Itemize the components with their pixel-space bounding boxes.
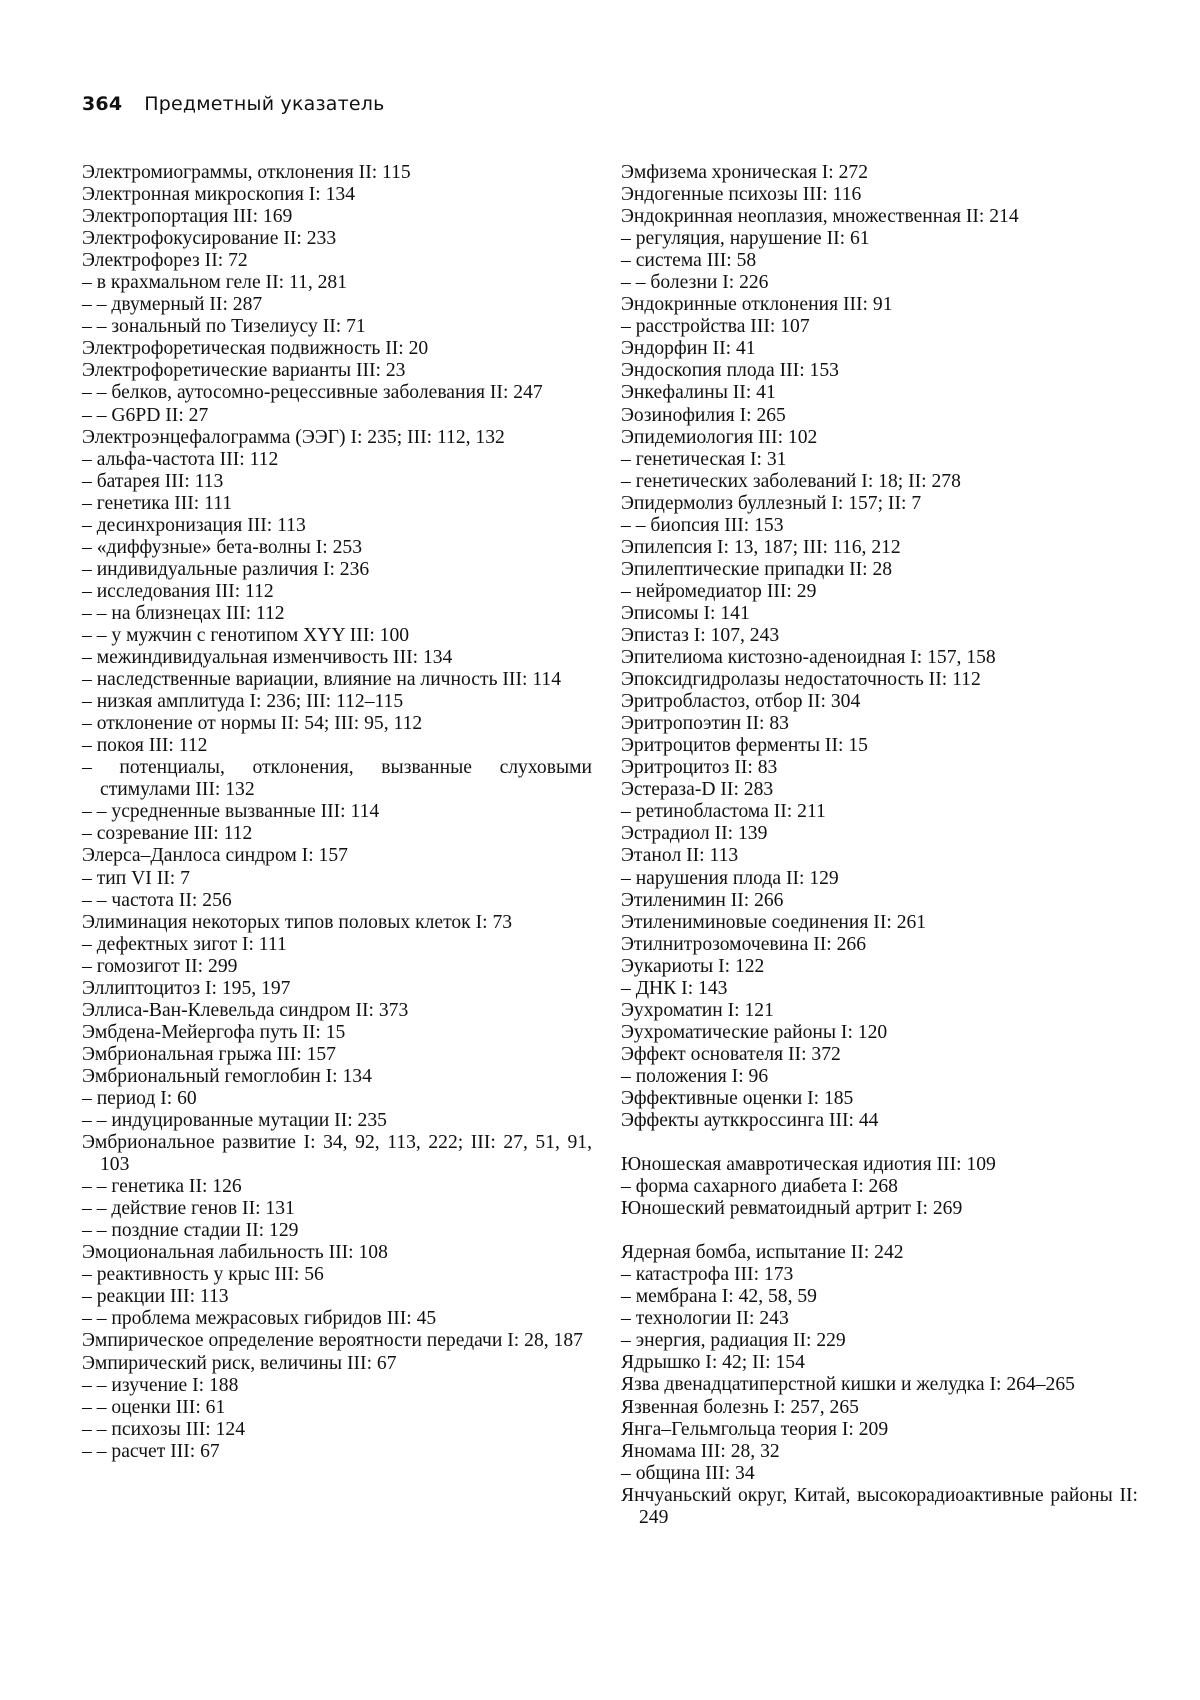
index-entry: – – частота II: 256 bbox=[82, 889, 232, 911]
index-entry: – – болезни I: 226 bbox=[621, 272, 769, 294]
index-entry: Эффекты аутккроссинга III: 44 bbox=[621, 1110, 879, 1132]
index-entry: Юношеский ревматоидный артрит I: 269 bbox=[621, 1198, 963, 1220]
index-entry: – регуляция, нарушение II: 61 bbox=[621, 228, 870, 250]
index-entry: – батарея III: 113 bbox=[82, 470, 224, 492]
index-entry: Эмбриональная грыжа III: 157 bbox=[82, 1043, 336, 1065]
index-entry: Эпоксидгидролазы недостаточность II: 112 bbox=[621, 669, 981, 691]
index-entry: – ДНК I: 143 bbox=[621, 977, 728, 999]
index-entry: Яномама III: 28, 32 bbox=[621, 1440, 780, 1462]
index-entry: Электрофорез II: 72 bbox=[82, 250, 248, 272]
section-gap bbox=[621, 1132, 1138, 1154]
page-number: 364 bbox=[82, 93, 123, 115]
index-entry: Эухроматические районы I: 120 bbox=[621, 1021, 888, 1043]
index-entry: – – усредненные вызванные III: 114 bbox=[82, 801, 380, 823]
index-entry: – реактивность у крыс III: 56 bbox=[82, 1264, 324, 1286]
index-entry: Ядерная бомба, испытание II: 242 bbox=[621, 1242, 904, 1264]
index-entry: – – расчет III: 67 bbox=[82, 1440, 220, 1462]
index-entry: Эритробластоз, отбор II: 304 bbox=[621, 691, 861, 713]
index-entry: Эозинофилия I: 265 bbox=[621, 404, 786, 426]
index-entry: – период I: 60 bbox=[82, 1087, 197, 1109]
index-entry: – – проблема межрасовых гибридов III: 45 bbox=[82, 1308, 437, 1330]
index-entry: Электромиограммы, отклонения II: 115 bbox=[82, 162, 411, 183]
running-header bbox=[82, 93, 385, 115]
index-entry: – созревание III: 112 bbox=[82, 823, 253, 845]
index-entry: – покоя III: 112 bbox=[82, 735, 208, 757]
index-entry: Ядрышко I: 42; II: 154 bbox=[621, 1352, 805, 1374]
index-entry: Эритроцитоз II: 83 bbox=[621, 757, 778, 779]
index-entry: – межиндивидуальная изменчивость III: 134 bbox=[82, 647, 453, 669]
index-entry: – генетических заболеваний I: 18; II: 278 bbox=[621, 470, 961, 492]
index-entry: Элерса–Данлоса синдром I: 157 bbox=[82, 845, 348, 867]
index-entry: Янга–Гельмгольца теория I: 209 bbox=[621, 1418, 889, 1440]
index-entry: Эстераза-D II: 283 bbox=[621, 779, 774, 801]
index-entry: – – изучение I: 188 bbox=[82, 1374, 239, 1396]
index-entry: – мембрана I: 42, 58, 59 bbox=[621, 1286, 817, 1308]
index-entry: Эстрадиол II: 139 bbox=[621, 823, 768, 845]
index-entry: – форма сахарного диабета I: 268 bbox=[621, 1176, 898, 1198]
index-entry: Этанол II: 113 bbox=[621, 845, 739, 867]
index-entry: Эффект основателя II: 372 bbox=[621, 1043, 841, 1065]
index-column-left bbox=[82, 162, 592, 1463]
index-entry: Эпителиома кистозно-аденоидная I: 157, 158 bbox=[621, 647, 996, 669]
index-entry: – система III: 58 bbox=[621, 250, 757, 272]
index-entry: Электрофокусирование II: 233 bbox=[82, 228, 337, 250]
index-entry: Эндокринные отклонения III: 91 bbox=[621, 294, 893, 316]
index-entry: Язвенная болезнь I: 257, 265 bbox=[621, 1396, 859, 1418]
index-entry: – – психозы III: 124 bbox=[82, 1418, 246, 1440]
index-entry: Эписомы I: 141 bbox=[621, 602, 750, 624]
index-entry: Электрофоретическая подвижность II: 20 bbox=[82, 338, 429, 360]
index-entry: Эпилептические припадки II: 28 bbox=[621, 558, 893, 580]
index-entry: Эндоскопия плода III: 153 bbox=[621, 360, 839, 382]
index-entry: Электропортация III: 169 bbox=[82, 206, 293, 228]
index-entry: Эпидемиология III: 102 bbox=[621, 426, 818, 448]
index-entry: Эллиса-Ван-Клевельда синдром II: 373 bbox=[82, 999, 409, 1021]
index-entry: – реакции III: 113 bbox=[82, 1286, 229, 1308]
index-entry: Эухроматин I: 121 bbox=[621, 999, 774, 1021]
index-entry: Эндокринная неоплазия, множественная II: 214 bbox=[621, 206, 1019, 228]
index-entry: – потенциалы, отклонения, вызванные слуховыми стимулами III: 132 bbox=[82, 757, 592, 801]
index-entry: Эритроцитов ферменты II: 15 bbox=[621, 735, 868, 757]
index-entry: – генетическая I: 31 bbox=[621, 448, 787, 470]
index-entry: – катастрофа III: 173 bbox=[621, 1264, 794, 1286]
index-entry: – – у мужчин с генотипом XYY III: 100 bbox=[82, 624, 410, 646]
index-entry: – положения I: 96 bbox=[621, 1065, 769, 1087]
index-entry: – – на близнецах III: 112 bbox=[82, 602, 285, 624]
index-column-right bbox=[621, 162, 1138, 1529]
index-entry: Эпилепсия I: 13, 187; III: 116, 212 bbox=[621, 536, 901, 558]
index-entry: – отклонение от нормы II: 54; III: 95, 112 bbox=[82, 713, 423, 735]
index-entry: Этиленимин II: 266 bbox=[621, 889, 784, 911]
index-entry: – дефектных зигот I: 111 bbox=[82, 933, 287, 955]
index-entry: – – оценки III: 61 bbox=[82, 1396, 226, 1418]
index-entry: Эмбриональный гемоглобин I: 134 bbox=[82, 1065, 372, 1087]
index-entry: – – действие генов II: 131 bbox=[82, 1198, 295, 1220]
index-entry: Эпидермолиз буллезный I: 157; II: 7 bbox=[621, 492, 922, 514]
section-gap bbox=[621, 1220, 1138, 1242]
index-entry: Язва двенадцатиперстной кишки и желудка I: 264–265 bbox=[621, 1374, 1075, 1396]
index-entry: – технологии II: 243 bbox=[621, 1308, 789, 1330]
index-entry: – – генетика II: 126 bbox=[82, 1176, 242, 1198]
index-entry: – расстройства III: 107 bbox=[621, 316, 810, 338]
index-entry: – генетика III: 111 bbox=[82, 492, 233, 514]
index-entry: – – поздние стадии II: 129 bbox=[82, 1220, 299, 1242]
index-entry: – индивидуальные различия I: 236 bbox=[82, 558, 370, 580]
index-entry: Электрофоретические варианты III: 23 bbox=[82, 360, 406, 382]
index-entry: Эндорфин II: 41 bbox=[621, 338, 756, 360]
index-entry: Электроэнцефалограмма (ЭЭГ) I: 235; III: 112, 132 bbox=[82, 426, 505, 448]
index-entry: Этилнитрозомочевина II: 266 bbox=[621, 933, 867, 955]
index-entry: – исследования III: 112 bbox=[82, 580, 274, 602]
index-entry: – тип VI II: 7 bbox=[82, 867, 190, 889]
index-entry: Юношеская амавротическая идиотия III: 109 bbox=[621, 1154, 996, 1176]
index-entry: – – зональный по Тизелиусу II: 71 bbox=[82, 316, 366, 338]
index-entry: – – двумерный II: 287 bbox=[82, 294, 263, 316]
index-entry: Эффективные оценки I: 185 bbox=[621, 1087, 854, 1109]
index-entry: – наследственные вариации, влияние на личность III: 114 bbox=[82, 669, 561, 691]
index-entry: Эллиптоцитоз I: 195, 197 bbox=[82, 977, 291, 999]
index-entry: Элиминация некоторых типов половых клеток I: 73 bbox=[82, 911, 513, 933]
index-entry: Эмпирический риск, величины III: 67 bbox=[82, 1352, 397, 1374]
page-title: Предметный указатель bbox=[144, 93, 385, 115]
index-entry: – энергия, радиация II: 229 bbox=[621, 1330, 846, 1352]
index-entry: – низкая амплитуда I: 236; III: 112–115 bbox=[82, 691, 404, 713]
index-entry: – – индуцированные мутации II: 235 bbox=[82, 1110, 387, 1132]
index-entry: Эмпирическое определение вероятности передачи I: 28, 187 bbox=[82, 1330, 583, 1352]
index-entry: Эмфизема хроническая I: 272 bbox=[621, 162, 868, 183]
index-entry: Эндогенные психозы III: 116 bbox=[621, 184, 862, 206]
index-entry: Эмбдена-Мейергофа путь II: 15 bbox=[82, 1021, 346, 1043]
index-entry: – гомозигот II: 299 bbox=[82, 955, 238, 977]
index-entry: – нарушения плода II: 129 bbox=[621, 867, 839, 889]
index-entry: Эукариоты I: 122 bbox=[621, 955, 765, 977]
index-entry: – ретинобластома II: 211 bbox=[621, 801, 826, 823]
index-entry: – – G6PD II: 27 bbox=[82, 404, 209, 426]
index-entry: – – биопсия III: 153 bbox=[621, 514, 784, 536]
index-entry: Энкефалины II: 41 bbox=[621, 382, 776, 404]
index-entry: Эпистаз I: 107, 243 bbox=[621, 624, 780, 646]
index-entry: – в крахмальном геле II: 11, 281 bbox=[82, 272, 348, 294]
index-entry: Янчуаньский округ, Китай, высокорадиоактивные районы II: 249 bbox=[621, 1484, 1138, 1528]
index-entry: – – белков, аутосомно-рецессивные заболевания II: 247 bbox=[82, 382, 543, 404]
index-entry: Эмбриональное развитие I: 34, 92, 113, 222; III: 27, 51, 91, 103 bbox=[82, 1132, 592, 1176]
index-entry: Эритропоэтин II: 83 bbox=[621, 713, 789, 735]
index-entry: Этилениминовые соединения II: 261 bbox=[621, 911, 927, 933]
index-entry: Электронная микроскопия I: 134 bbox=[82, 184, 356, 206]
index-entry: Эмоциональная лабильность III: 108 bbox=[82, 1242, 388, 1264]
index-entry: – община III: 34 bbox=[621, 1462, 755, 1484]
index-entry: – «диффузные» бета-волны I: 253 bbox=[82, 536, 362, 558]
index-entry: – нейромедиатор III: 29 bbox=[621, 580, 817, 602]
index-entry: – альфа-частота III: 112 bbox=[82, 448, 279, 470]
index-entry: – десинхронизация III: 113 bbox=[82, 514, 306, 536]
